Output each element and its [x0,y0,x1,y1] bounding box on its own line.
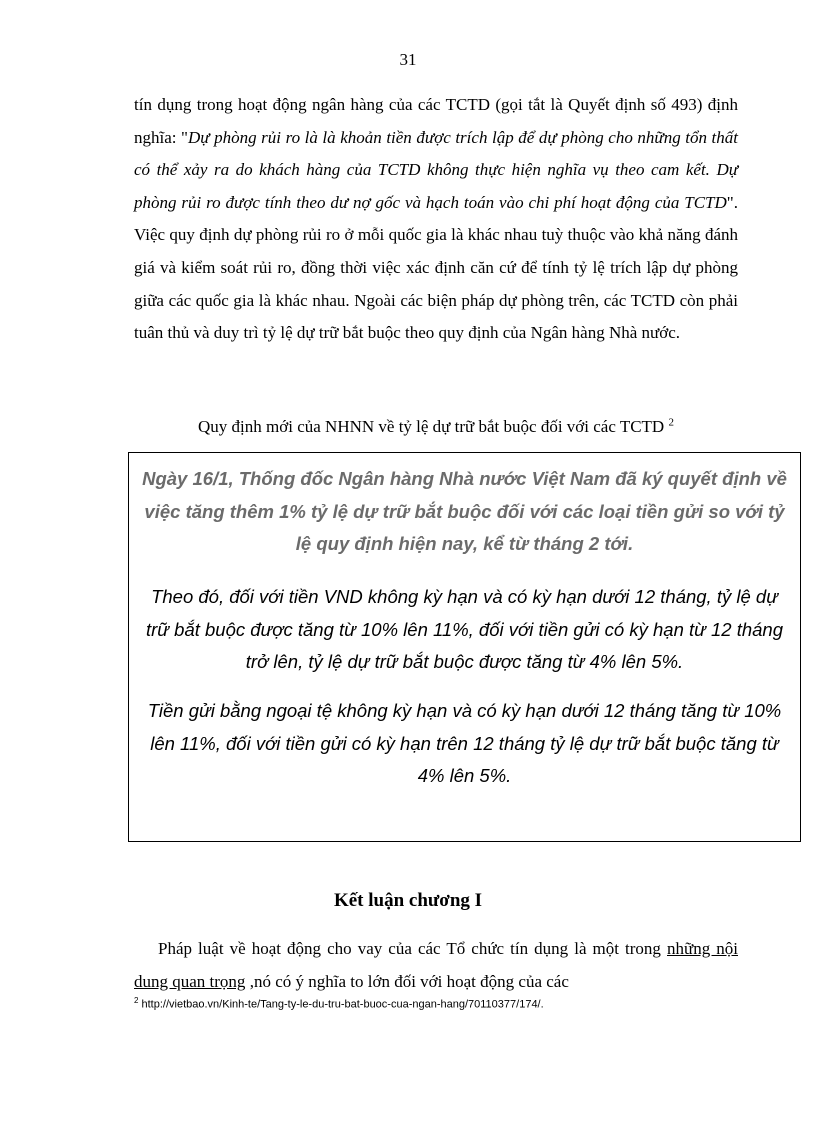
body-paragraph-conclusion [134,933,738,998]
news-para-decision: Ngày 16/1, Thống đốc Ngân hàng Nhà nước Việt Nam đã ký quyết định về việc tăng thêm 1% tỷ lệ dự trữ bắt buộc đối với các loại tiền gửi so với tỷ lệ quy định hiện nay, kể từ tháng 2 tới. [142,468,787,554]
footnote [134,996,744,1011]
news-para-foreign-currency: Tiền gửi bằng ngoại tệ không kỳ hạn và có kỳ hạn dưới 12 tháng tăng từ 10% lên 11%, đối với tiền gửi có kỳ hạn trên 12 tháng tỷ lệ dự trữ bắt buộc tăng từ 4% lên 5%. [147,700,782,786]
conclusion-tail: ,nó có ý nghĩa to lớn đối với hoạt động của các [245,971,569,991]
body-paragraph-reserve-definition [134,89,738,350]
box-caption [134,413,738,441]
footnote-url[interactable]: http://vietbao.vn/Kinh-te/Tang-ty-le-du-tru-bat-buoc-cua-ngan-hang/70110377/174/. [138,998,544,1011]
quoted-definition: Dự phòng rủi ro là là khoản tiền được trích lập để dự phòng cho những tổn thất có thể xảy ra do khách hàng của TCTD không thực hiện nghĩa vụ theo cam kết. Dự phòng rủi ro được tính theo dư nợ gốc và hạch toán vào chi phí hoạt động của TCTD [134,127,738,212]
conclusion-lead: Pháp luật về hoạt động cho vay của các Tổ chức tín dụng là một trong [158,939,667,958]
news-para-vnd-deposits: Theo đó, đối với tiền VND không kỳ hạn và có kỳ hạn dưới 12 tháng, tỷ lệ dự trữ bắt buộc được tăng từ 10% lên 11%, đối với tiền gửi có kỳ hạn từ 12 tháng trở lên, tỷ lệ dự trữ bắt buộc được tăng từ 4% lên 5%. [145,586,784,672]
paragraph-lead: tín dụng trong hoạt động ngân hàng của các TCTD (gọi tắt là Quyết định số 493) định nghĩa: " [134,95,738,147]
section-heading: Kết luận chương I [333,890,483,911]
quoted-news-box [128,452,801,842]
page-number: 31 [399,50,417,69]
paragraph-tail: ". Việc quy định dự phòng rủi ro ở mỗi quốc gia là khác nhau tuỳ thuộc vào khả năng đánh giá và kiểm soát rủi ro, đồng thời việc xác định căn cứ để tính tỷ lệ trích lập dự phòng giữa các quốc gia là khác nhau. Ngoài các biện pháp dự phòng trên, các TCTD còn phải tuân thủ và duy trì tỷ lệ dự trữ bắt buộc theo quy định của Ngân hàng Nhà nước. [134,192,738,343]
footnote-reference: 2 [668,416,674,429]
underlined-phrase: những nội dung quan trọng [134,939,738,991]
caption-text: Quy định mới của NHNN về tỷ lệ dự trữ bắt buộc đối với các TCTD [198,417,665,436]
footnote-mark: 2 [134,996,139,1005]
